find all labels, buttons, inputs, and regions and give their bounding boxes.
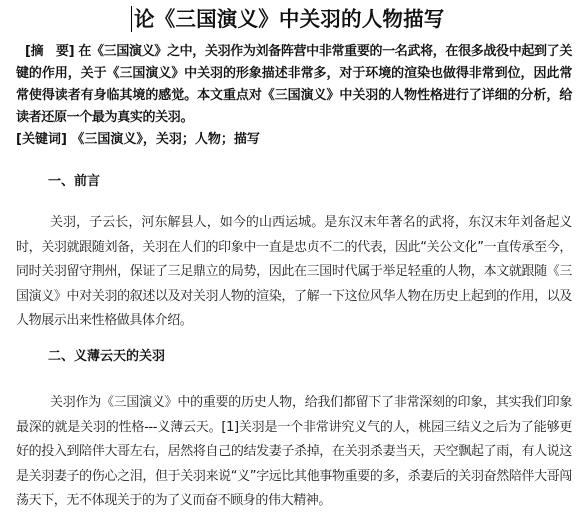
abstract-paragraph: [摘 要] 在《三国演义》之中，关羽作为刘备阵营中非常重要的一名武将，在很多战役中起到了关键的作用，关于《三国演义》中关羽的形象描述非常多，对于环境的渲染也做得非常到位，因此常常使得读者有身临其境的感觉。本文重点对《三国演义》中关羽的人物性格进行了详细的分析，给读者还原一个最为真实的关羽。: [16, 44, 572, 125]
document-title: 论《三国演义》中关羽的人物描写: [134, 7, 445, 31]
section-heading-preface: 一、前言: [48, 174, 101, 189]
keywords-line: [关键词] 《三国演义》，关羽；人物；描写: [16, 132, 260, 147]
section-heading-loyalty: 二、义薄云天的关羽: [48, 349, 166, 364]
section-paragraph-preface: 关羽，子云长，河东解县人，如今的山西运城。是东汉末年著名的武将，东汉末年刘备起义时，关羽就跟随刘备，关羽在人们的印象中一直是忠贞不二的代表，因此“关公文化”一直传承至今，同时关羽留守荆州，保证了三足鼎立的局势，因此在三国时代属于举足轻重的人物，本文就跟随《三国演义》中对关羽的叙述以及对关羽人物的渲染，了解一下这位风华人物在历史上起到的作用，以及人物展示出来性格做具体介绍。: [16, 215, 572, 328]
section-paragraph-loyalty: 关羽作为《三国演义》中的重要的历史人物，给我们都留下了非常深刻的印象，其实我们印象最深的就是关羽的性格---义薄云天。[1]关羽是一个非常讲究义气的人，桃园三结义之后为了能够更好的投入到陪伴大哥左右，居然将自己的结发妻子杀掉，在关羽杀妻当天，天空飘起了雨，有人说这是关羽妻子的伤心之泪，但于关羽来说“义”字远比其他事物重要的多，杀妻后的关羽奋然陪伴大哥闯荡天下，无不体现关于的为了义而奋不顾身的伟大精神。: [16, 395, 572, 508]
text-cursor: [131, 6, 132, 32]
